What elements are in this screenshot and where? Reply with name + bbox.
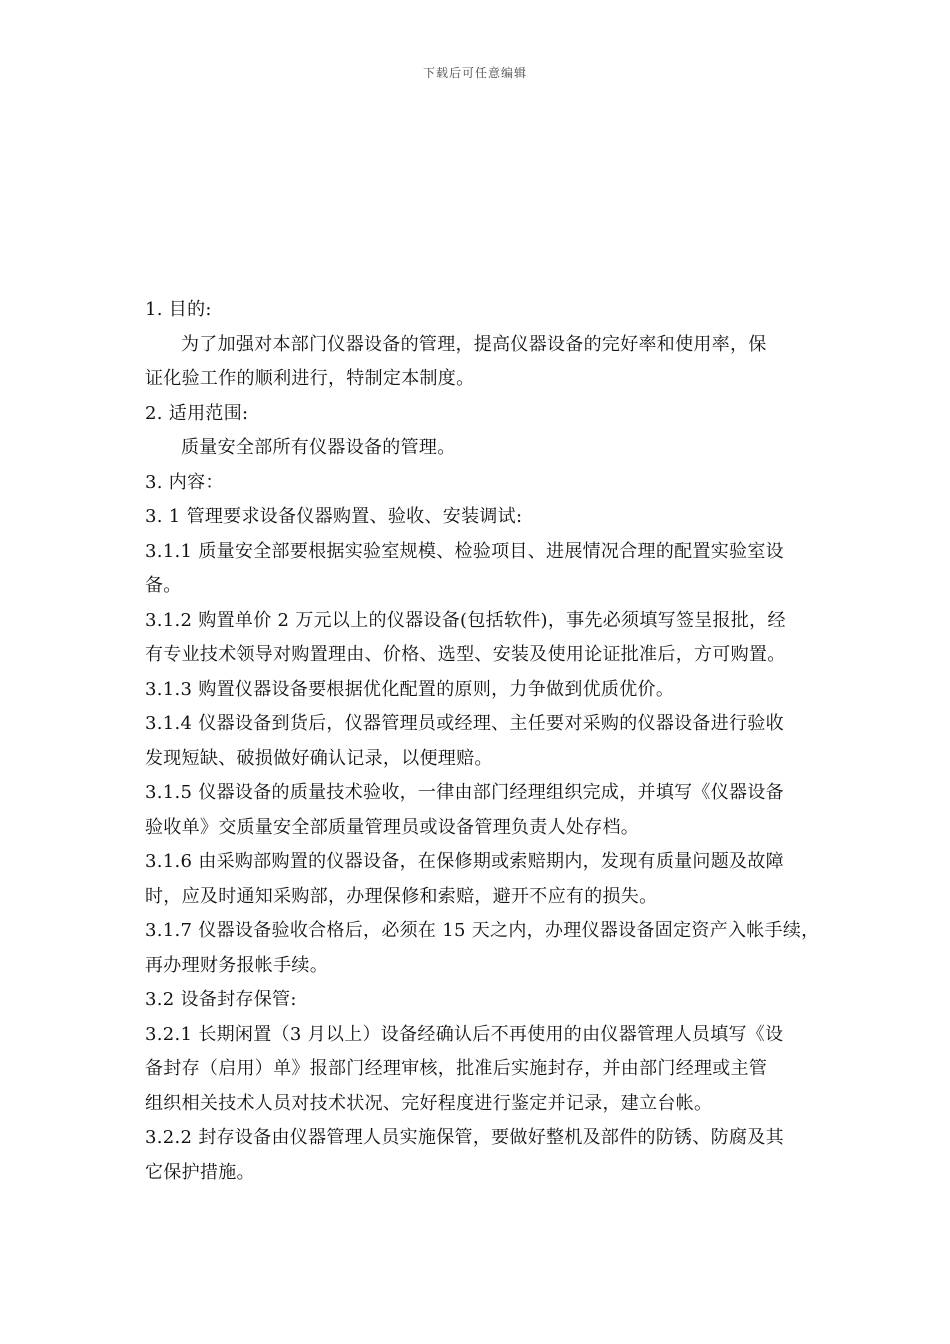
page-header: 下载后可任意编辑 xyxy=(422,66,527,80)
document-body xyxy=(145,293,820,1190)
paragraph-line: 3.1.4 仪器设备到货后，仪器管理员或经理、主任要对采购的仪器设备进行验收 xyxy=(145,713,784,734)
paragraph-line: 质量安全部所有仪器设备的管理。 xyxy=(181,437,456,458)
subsection-heading: 3.2 设备封存保管: xyxy=(145,989,297,1010)
paragraph-line: 备封存（启用）单》报部门经理审核，批准后实施封存，并由部门经理或主管 xyxy=(145,1058,768,1079)
paragraph-line: 再办理财务报帐手续。 xyxy=(145,954,328,976)
paragraph-line: 3.1.2 购置单价 2 万元以上的仪器设备(包括软件)，事先必须填写签呈报批，经 xyxy=(145,609,786,631)
paragraph-line: 验收单》交质量安全部质量管理员或设备管理负责人处存档。 xyxy=(145,816,640,838)
paragraph-line: 3.1.3 购置仪器设备要根据优化配置的原则，力争做到优质优价。 xyxy=(145,678,675,700)
paragraph-line: 备。 xyxy=(145,575,182,596)
paragraph-line: 时，应及时通知采购部，办理保修和索赔，避开不应有的损失。 xyxy=(145,885,658,907)
paragraph-line: 3.1.7 仪器设备验收合格后，必须在 15 天之内，办理仪器设备固定资产入帐手续， xyxy=(145,920,820,941)
section-heading-scope: 2. 适用范围: xyxy=(145,402,249,424)
paragraph-line: 组织相关技术人员对技术状况、完好程度进行鉴定并记录，建立台帐。 xyxy=(145,1092,713,1114)
section-heading-content: 3. 内容： xyxy=(145,471,224,493)
paragraph-line: 3.1.1 质量安全部要根据实验室规模、检验项目、进展情况合理的配置实验室设 xyxy=(145,540,784,562)
paragraph-line: 有专业技术领导对购置理由、价格、选型、安装及使用论证批准后，方可购置。 xyxy=(145,644,786,665)
paragraph-line: 3.1.6 由采购部购置的仪器设备，在保修期或索赔期内，发现有质量问题及故障 xyxy=(145,851,784,872)
paragraph-line: 3.2.2 封存设备由仪器管理人员实施保管，要做好整机及部件的防锈、防腐及其 xyxy=(145,1127,784,1148)
paragraph-line: 为了加强对本部门仪器设备的管理，提高仪器设备的完好率和使用率，保 xyxy=(181,333,767,355)
paragraph-line: 发现短缺、破损做好确认记录，以便理赔。 xyxy=(145,747,493,769)
section-heading-purpose: 1. 目的: xyxy=(145,299,212,320)
paragraph-line: 3.1.5 仪器设备的质量技术验收，一律由部门经理组织完成，并填写《仪器设备 xyxy=(145,782,784,803)
paragraph-line: 它保护措施。 xyxy=(145,1161,255,1183)
paragraph-line: 证化验工作的顺利进行，特制定本制度。 xyxy=(145,368,475,389)
paragraph-line: 3.2.1 长期闲置（3 月以上）设备经确认后不再使用的由仪器管理人员填写《设 xyxy=(145,1023,784,1045)
subsection-heading: 3. 1 管理要求设备仪器购置、验收、安装调试: xyxy=(145,506,523,527)
